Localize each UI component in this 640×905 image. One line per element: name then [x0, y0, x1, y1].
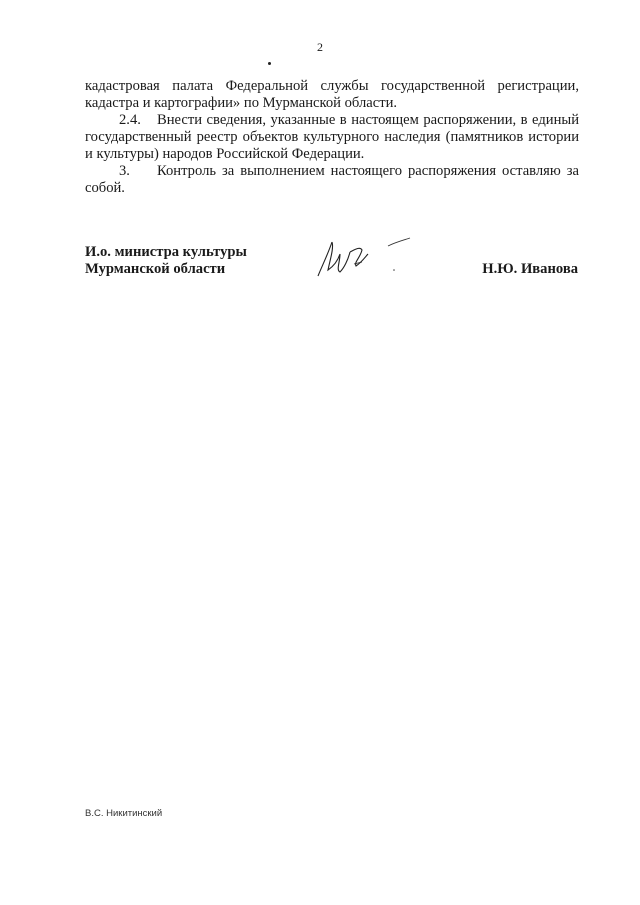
paragraph-number: 3. — [119, 163, 130, 179]
document-author: В.С. Никитинский — [85, 808, 163, 819]
handwritten-signature-icon — [310, 232, 420, 282]
document-body — [85, 78, 579, 197]
signatory-title-line-1: И.о. министра культуры — [85, 244, 247, 260]
signatory-title — [85, 244, 247, 278]
paragraph-text: Контроль за выполнением настоящего распоряжения оставляю за собой. — [85, 163, 579, 196]
scan-speck — [268, 62, 271, 65]
signatory-name: Н.Ю. Иванова — [482, 261, 578, 277]
paragraph-continuation: кадастровая палата Федеральной службы государственной регистрации, кадастра и картографии» по Мурманской области. — [85, 78, 579, 111]
paragraph-text: Внести сведения, указанные в настоящем распоряжении, в единый государственный реестр объектов культурного наследия (памятников истории и культуры) народов Российской Федерации. — [85, 112, 579, 162]
paragraph-2-4 — [85, 112, 579, 163]
paragraph-number: 2.4. — [119, 112, 141, 128]
page-number: 2 — [317, 40, 323, 54]
paragraph-3 — [85, 163, 579, 197]
signatory-title-line-2: Мурманской области — [85, 261, 226, 277]
